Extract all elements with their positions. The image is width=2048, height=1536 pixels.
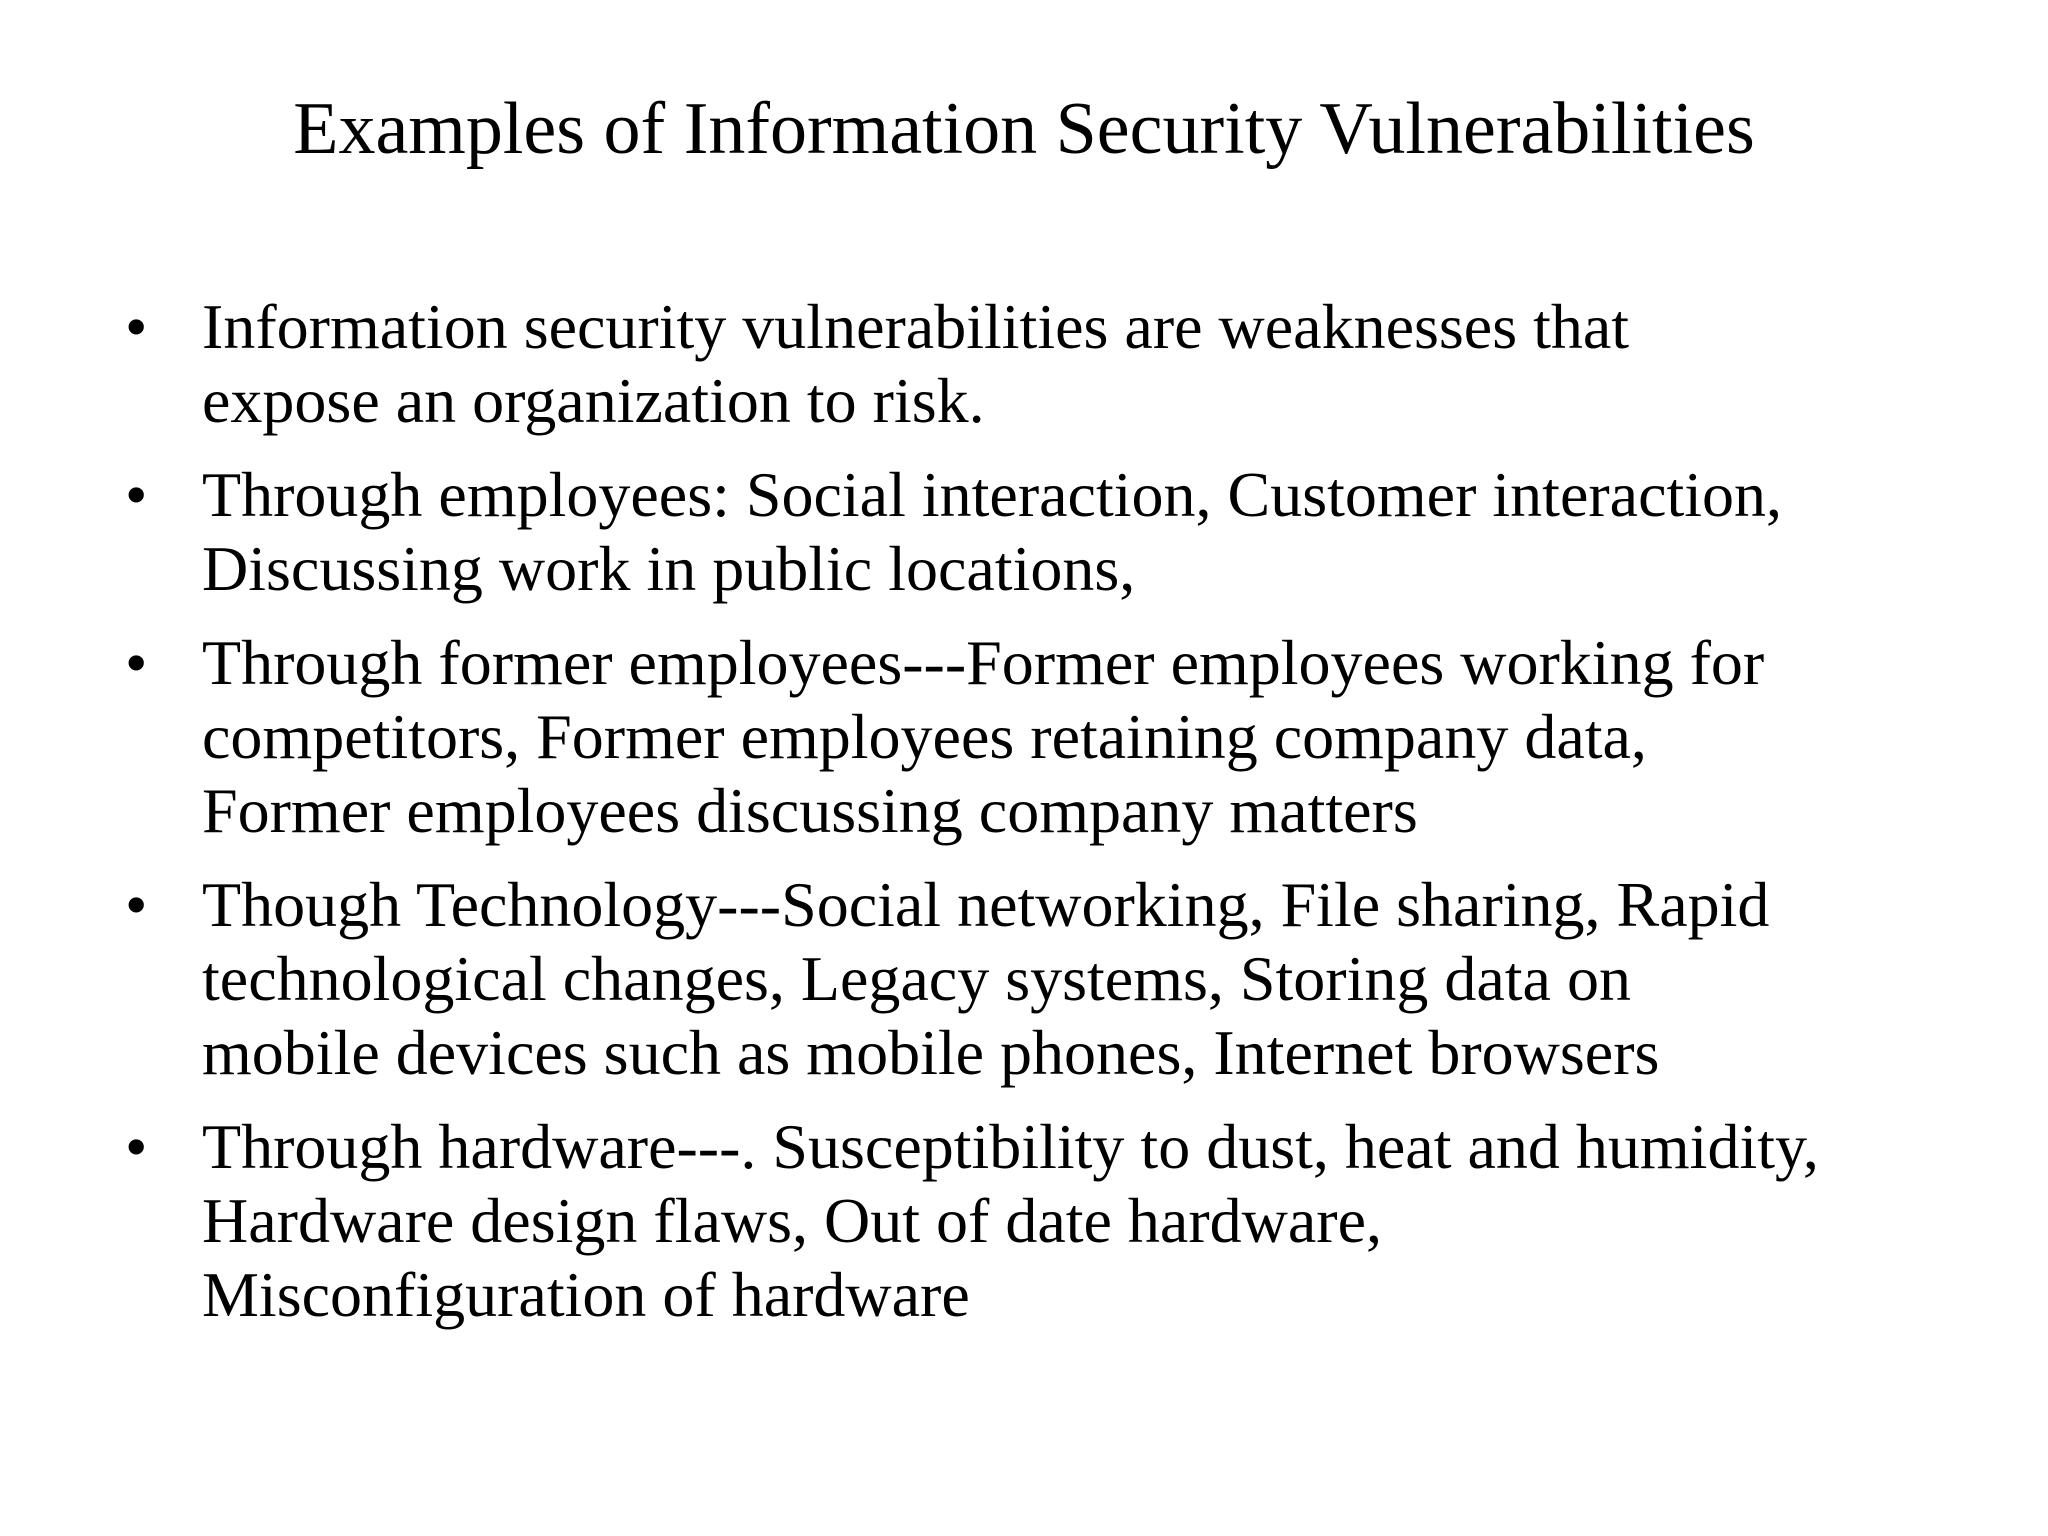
bullet-list (125, 290, 2005, 1352)
bullet-marker: • (125, 291, 148, 362)
bullet-text-line: Misconfiguration of hardware (202, 1259, 970, 1330)
bullet-text-line: Hardware design flaws, Out of date hardware, (202, 1185, 1382, 1256)
bullet-item (125, 1110, 2005, 1332)
bullet-item (125, 868, 2005, 1090)
bullet-marker: • (125, 627, 148, 698)
bullet-text-line: Though Technology---Social networking, File sharing, Rapid (202, 869, 1770, 940)
bullet-text-line: competitors, Former employees retaining company data, (202, 701, 1647, 772)
slide-title: Examples of Information Security Vulnerabilities (293, 88, 1755, 170)
bullet-text-line: expose an organization to risk. (202, 365, 985, 436)
bullet-text-line: Former employees discussing company matters (202, 775, 1418, 846)
bullet-text-line: Discussing work in public locations, (202, 533, 1136, 604)
bullet-marker: • (125, 869, 148, 940)
bullet-text-line: technological changes, Legacy systems, Storing data on (202, 943, 1631, 1014)
bullet-text-line: Information security vulnerabilities are weaknesses that (202, 291, 1630, 362)
bullet-text-line: Through employees: Social interaction, Customer interaction, (202, 459, 1783, 530)
bullet-item (125, 290, 2005, 438)
bullet-text-line: Through hardware---. Susceptibility to dust, heat and humidity, (202, 1111, 1819, 1182)
bullet-marker: • (125, 1111, 148, 1182)
bullet-text-line: Through former employees---Former employees working for (202, 627, 1765, 698)
bullet-marker: • (125, 459, 148, 530)
bullet-item (125, 458, 2005, 606)
bullet-item (125, 626, 2005, 848)
bullet-text-line: mobile devices such as mobile phones, Internet browsers (202, 1017, 1660, 1088)
